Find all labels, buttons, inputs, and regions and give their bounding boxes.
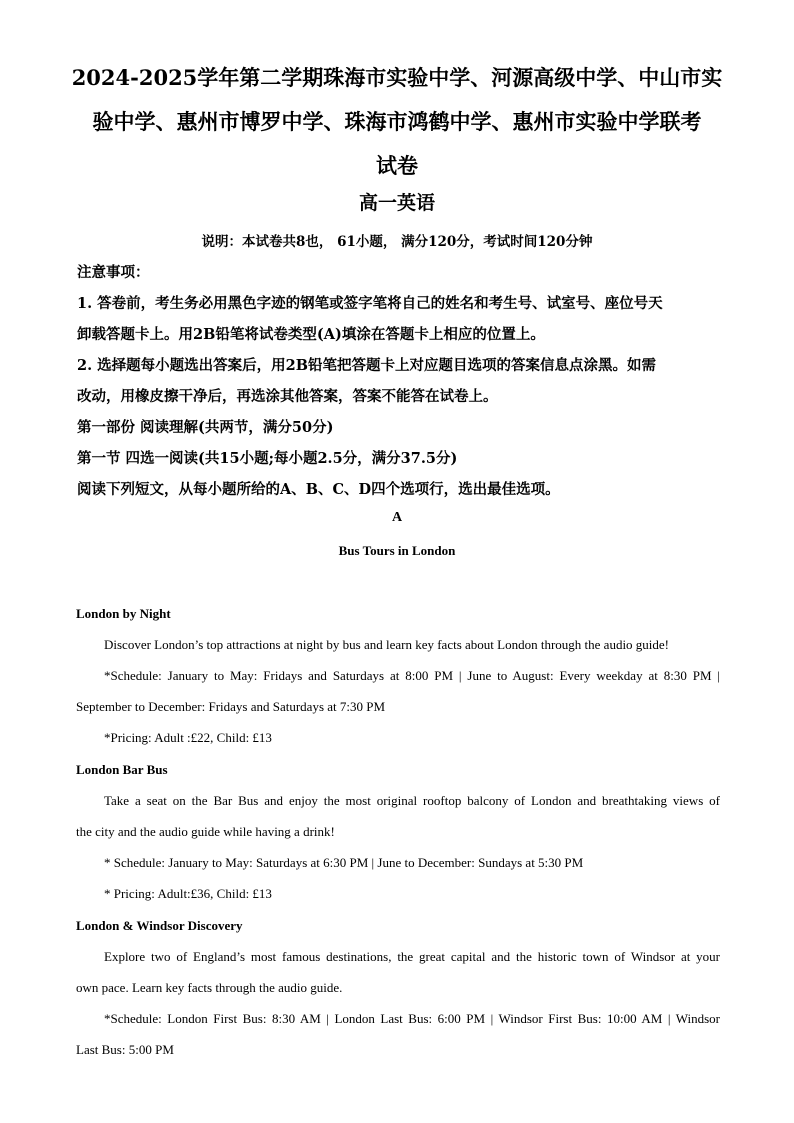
tour-description: the city and the audio guide while having a drink!	[76, 824, 335, 839]
title-line: 试卷	[376, 153, 418, 178]
tour-schedule: Last Bus: 5:00 PM	[76, 1042, 174, 1057]
passage-letter: A	[391, 510, 403, 525]
tour-description: Explore two of England’s most famous destinations, the great capital and the historic town of Windsor at your	[104, 949, 720, 964]
tour-pricing: * Pricing: Adult:£36, Child: £13	[104, 886, 272, 901]
instruction-item-1-line-1: 1. 答卷前，考生务必用黑色字迹的钢笔或签字笔将自己的姓名和考生号、试室号、座位号天	[77, 295, 663, 312]
instructions-heading: 注意事项：	[77, 264, 150, 281]
passage-title: Bus Tours in London	[338, 543, 456, 558]
tour-schedule: *Schedule: London First Bus: 8:30 AM | London Last Bus: 6:00 PM | Windsor First Bus: 10:00 AM | Windsor	[104, 1011, 720, 1026]
reading-directions: 阅读下列短文，从每小题所给的A、B、C、D四个选项行，选出最佳选项。	[77, 481, 560, 498]
instruction-item-1-line-2: 卸载答题卡上。用2B铅笔将试卷类型(A)填涂在答题卡上相应的位置上。	[77, 326, 545, 343]
exam-title	[70, 56, 724, 188]
tour-name: London & Windsor Discovery	[76, 918, 243, 933]
tour-schedule: * Schedule: January to May: Saturdays at 6:30 PM | June to December: Sundays at 5:30 PM	[104, 855, 584, 870]
tour-description: own pace. Learn key facts through the audio guide.	[76, 980, 343, 995]
tour-name: London by Night	[76, 606, 171, 621]
part-heading: 第一部份 阅读理解(共两节，满分50分)	[77, 419, 334, 436]
title-line: 2024-2025学年第二学期珠海市实验中学、河源高级中学、中山市实	[71, 65, 723, 90]
exam-note: 说明：本试卷共8也， 61小题， 满分120分，考试时间120分钟	[201, 234, 593, 250]
instruction-item-2-line-2: 改动，用橡皮擦干净后，再选涂其他答案，答案不能答在试卷上。	[77, 388, 498, 405]
instruction-item-2-line-1: 2. 选择题每小题选出答案后，用2B铅笔把答题卡上对应题目选项的答案信息点涂黑。如需	[77, 357, 657, 374]
tour-schedule: September to December: Fridays and Saturdays at 7:30 PM	[76, 699, 386, 714]
tour-schedule: *Schedule: January to May: Fridays and Saturdays at 8:00 PM | June to August: Every weekday at 8:30 PM |	[104, 668, 720, 683]
tour-name: London Bar Bus	[76, 762, 168, 777]
section-heading: 第一节 四选一阅读(共15小题;每小题2.5分，满分37.5分)	[77, 450, 458, 467]
tour-pricing: *Pricing: Adult :£22, Child: £13	[104, 730, 272, 745]
tour-description: Discover London’s top attractions at night by bus and learn key facts about London through the audio guide!	[104, 637, 670, 652]
title-line: 验中学、惠州市博罗中学、珠海市鸿鹤中学、惠州市实验中学联考	[92, 109, 702, 134]
tour-description: Take a seat on the Bar Bus and enjoy the most original rooftop balcony of London and breathtaking views of	[104, 793, 720, 808]
subject-title: 高一英语	[358, 192, 435, 214]
